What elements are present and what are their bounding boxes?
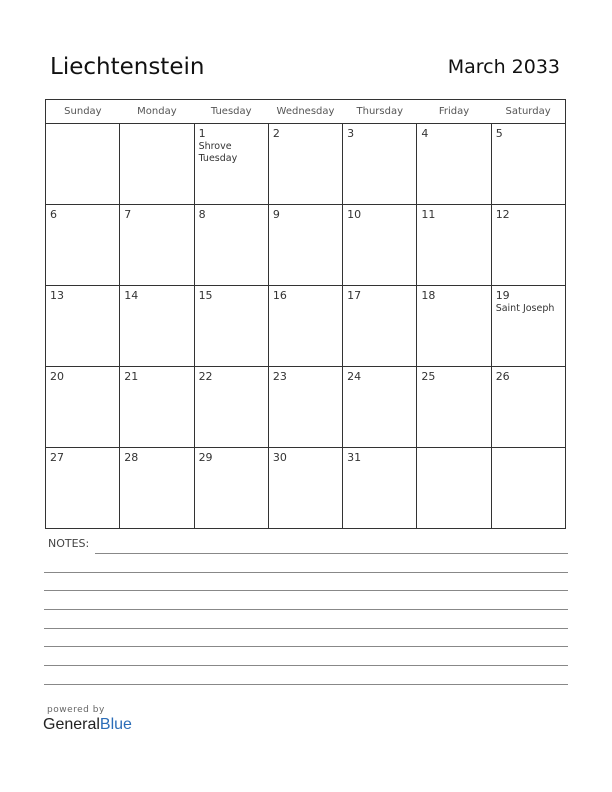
day-number: 20 <box>50 370 64 383</box>
day-number: 5 <box>495 127 503 140</box>
note-line <box>44 590 568 591</box>
calendar-day-cell <box>46 124 120 205</box>
logo-text-blue: Blue <box>99 716 132 733</box>
day-number: 27 <box>50 451 64 464</box>
day-number: 10 <box>347 208 362 221</box>
calendar-grid <box>45 99 566 529</box>
calendar-day-cell <box>268 367 342 448</box>
day-number: 16 <box>272 289 287 302</box>
calendar-day-cell <box>417 124 491 205</box>
calendar-day-cell <box>46 448 120 529</box>
calendar-day-cell <box>46 205 120 286</box>
day-number: 7 <box>124 208 132 221</box>
calendar-day-cell <box>417 367 491 448</box>
note-line <box>44 628 568 629</box>
calendar-day-cell <box>46 286 120 367</box>
calendar-week-row <box>46 124 566 205</box>
note-line <box>44 646 568 647</box>
day-number: 19 <box>495 289 510 302</box>
calendar-week-row <box>46 205 566 286</box>
day-number: 15 <box>198 289 213 302</box>
powered-by-text: powered by <box>47 705 105 715</box>
day-number: 1 <box>198 127 206 140</box>
calendar-week-row <box>46 286 566 367</box>
calendar-day-cell <box>120 367 194 448</box>
calendar-day-cell <box>343 124 417 205</box>
calendar-day-cell <box>194 367 268 448</box>
day-number: 24 <box>347 370 362 383</box>
calendar-country-title: Liechtenstein <box>50 54 205 80</box>
calendar-day-cell <box>343 367 417 448</box>
day-number: 8 <box>198 208 206 221</box>
day-number: 4 <box>421 127 429 140</box>
note-line <box>44 665 568 666</box>
calendar-day-cell <box>491 367 565 448</box>
weekday-header: Thursday <box>343 100 417 124</box>
calendar-month-title: March 2033 <box>447 56 560 78</box>
calendar-day-cell <box>343 205 417 286</box>
holiday-label: Saint Joseph <box>495 303 555 314</box>
calendar-day-cell <box>120 286 194 367</box>
day-number: 2 <box>272 127 280 140</box>
calendar-day-cell <box>417 286 491 367</box>
day-number: 13 <box>50 289 64 302</box>
day-number: 22 <box>198 370 213 383</box>
logo-text-general: General <box>43 716 100 733</box>
holiday-label: Shrove Tuesday <box>198 141 238 164</box>
day-number: 21 <box>124 370 139 383</box>
day-number: 9 <box>272 208 280 221</box>
note-line <box>44 609 568 610</box>
weekday-header-row <box>46 100 566 124</box>
day-number: 12 <box>495 208 510 221</box>
day-number: 11 <box>421 208 436 221</box>
day-number: 17 <box>347 289 362 302</box>
day-number: 28 <box>124 451 139 464</box>
calendar-day-cell <box>120 448 194 529</box>
day-number: 23 <box>272 370 287 383</box>
note-line <box>44 684 568 685</box>
note-line <box>44 572 568 573</box>
calendar-day-cell <box>194 124 268 205</box>
calendar-day-cell <box>120 205 194 286</box>
calendar-week-row <box>46 367 566 448</box>
notes-label: NOTES: <box>48 537 90 550</box>
generalblue-logo <box>43 716 132 734</box>
calendar-day-cell <box>491 205 565 286</box>
calendar-day-cell <box>343 448 417 529</box>
weekday-header: Sunday <box>46 100 120 124</box>
calendar-day-cell <box>194 448 268 529</box>
calendar-day-cell <box>120 124 194 205</box>
calendar-day-cell <box>491 124 565 205</box>
calendar-day-cell <box>343 286 417 367</box>
calendar-day-cell <box>268 286 342 367</box>
day-number: 25 <box>421 370 436 383</box>
calendar-day-cell <box>194 205 268 286</box>
day-number: 31 <box>347 451 362 464</box>
calendar-week-row <box>46 448 566 529</box>
calendar-day-cell <box>268 448 342 529</box>
day-number: 18 <box>421 289 436 302</box>
weekday-header: Wednesday <box>268 100 342 124</box>
day-number: 3 <box>347 127 355 140</box>
weekday-header: Tuesday <box>194 100 268 124</box>
calendar-day-cell <box>491 448 565 529</box>
day-number: 14 <box>124 289 139 302</box>
day-number: 30 <box>272 451 287 464</box>
day-number: 6 <box>50 208 57 221</box>
day-number: 29 <box>198 451 213 464</box>
calendar-day-cell <box>417 205 491 286</box>
weekday-header: Friday <box>417 100 491 124</box>
calendar-day-cell <box>491 286 565 367</box>
calendar-day-cell <box>417 448 491 529</box>
note-line <box>95 553 568 554</box>
day-number: 26 <box>495 370 510 383</box>
calendar-day-cell <box>268 205 342 286</box>
weekday-header: Saturday <box>491 100 565 124</box>
calendar-day-cell <box>194 286 268 367</box>
calendar-day-cell <box>46 367 120 448</box>
weekday-header: Monday <box>120 100 194 124</box>
calendar-day-cell <box>268 124 342 205</box>
